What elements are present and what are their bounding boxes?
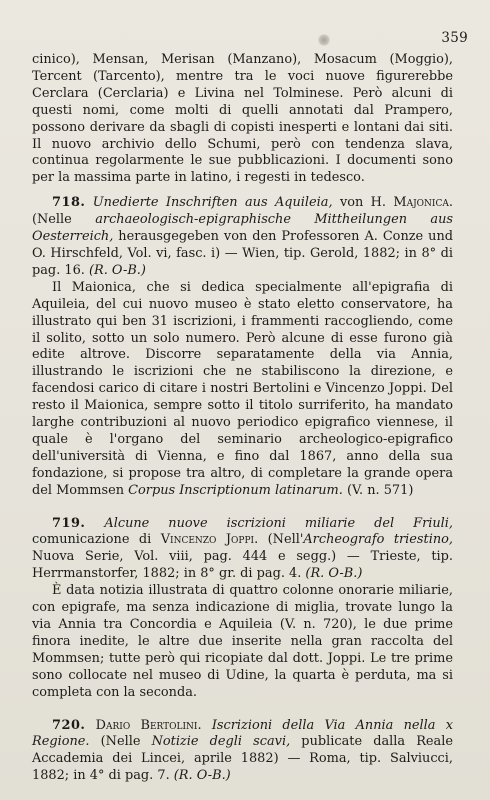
journal-title: Notizie degli scavi, xyxy=(151,734,291,750)
journal-title: archaeologisch-epigraphische Mittheilungen aus Oesterreich, xyxy=(32,212,453,245)
author-prefix: comunicazione di xyxy=(32,532,161,548)
reviewer-ref: (R. O-B.) xyxy=(169,768,231,784)
entry-number: 718. xyxy=(52,195,86,211)
citation-details: publicate dalla Reale Accademia dei Lincei, aprile 1882) — Roma, tip. Salviucci, 1882; in 4° di pag. 7. xyxy=(32,734,453,784)
intro-paragraph: cinico), Mensan, Merisan (Manzano), Mosacum (Moggio), Tercent (Tarcento), mentre tra le voci nuove figurerebbe Cerclara (Cerclaria) e Livina nel Tolminese. Però alcuni di questi nomi, come molti di quelli annotati dal Prampero, possono derivare da sbagli di copisti inesperti e lontani dai siti. Il nuovo archivio dello Schumi, però con tendenza slava, continua regolarmente le sue pubblicazioni. I documenti sono per la massima parte in latino, i regesti in tedesco. xyxy=(32,52,453,186)
entry-author: Dario Bertolini xyxy=(95,717,198,733)
citation-open: . (Nelle xyxy=(32,195,453,228)
entry-author: Majonica xyxy=(393,195,449,211)
reviewer-ref: (R. O-B.) xyxy=(301,566,363,582)
entry-number: 720. xyxy=(52,717,86,733)
page-text xyxy=(32,52,453,785)
body-italic: Corpus Inscriptionum latinarum. xyxy=(128,482,343,498)
page-number: 359 xyxy=(441,30,468,46)
reviewer-ref: (R. O-B.) xyxy=(84,262,146,278)
entry-719-heading xyxy=(32,516,453,584)
entry-number: 719. xyxy=(52,515,86,531)
author-prefix: von H. xyxy=(332,195,394,211)
entry-718-body xyxy=(32,280,453,500)
citation-open: (Nelle xyxy=(89,734,152,750)
entry-author: Vincenzo Joppi xyxy=(160,532,255,548)
entry-title: Unedierte Inschriften aus Aquileia, xyxy=(92,195,333,211)
journal-title: Archeografo triestino, xyxy=(303,532,454,548)
entry-720-heading: 720. Dario Bertolini. Iscrizioni della Via Annia nella x Regione. (Nelle Notizie degli scavi, publicate dalla Reale Accademia dei Lincei, aprile 1882) — Roma, tip. Salviucci, 1882; in 4° di pag. 7. (R. O-B.) xyxy=(32,717,453,784)
entry-719-body: È data notizia illustrata di quattro colonne onorarie miliarie, con epigrafe, ma senza indicazione di miglia, trovate lungo la via Annia tra Concordia e Aquileia (V. n. 720), le due prime finora inedite, le altre due inserite nella gran raccolta del Mommsen; tutte però qui ricopiate dal dott. Joppi. Le tre prime sono collocate nel museo di Udine, la quarta è perduta, ma si completa con la seconda. xyxy=(32,583,453,700)
citation-open: . (Nell' xyxy=(254,532,304,548)
entry-body: Il Maionica, che si dedica specialmente all'epigrafia di Aquileia, del cui nuovo museo è stato eletto conservatore, ha illustrato qui ben 31 iscrizioni, i frammenti raccogliendo, come il solito, sotto un solo numero. Però alcune di esse furono già edite altrove. Discorre separatamente della via Annia, illustrando le iscrizioni che ne stabiliscono la direzione, e facendosi carico di citare i nostri Bertolini e Vincenzo Joppi. Del resto il Maionica, sempre sotto il titolo surriferito, ha mandato larghe contribuzioni al nuovo periodico epigrafico viennese, il quale è l'organo del seminario archeologico-epigrafico dell'università di Vienna, e fino dal 1867, anno della sua fondazione, si propose tra altro, di completare la grande opera del Mommsen xyxy=(32,279,453,498)
entry-title: Alcune nuove iscrizioni miliarie del Friuli, xyxy=(104,515,453,531)
citation-details: Nuova Serie, Vol. viii, pag. 444 e segg.) — Trieste, tip. Herrmanstorfer, 1882; in 8° gr. di pag. 4. xyxy=(32,549,453,582)
citation-details: herausgegeben von den Professoren A. Conze und O. Hirschfeld, Vol. vi, fasc. i) — Wien, tip. Gerold, 1882; in 8° di pag. 16. xyxy=(32,229,453,278)
entry-718-heading xyxy=(32,195,453,280)
ink-stain xyxy=(318,34,330,46)
body-end: (V. n. 571) xyxy=(342,482,414,498)
entry-title: Iscrizioni della Via Annia nella x Regione. xyxy=(32,717,453,750)
